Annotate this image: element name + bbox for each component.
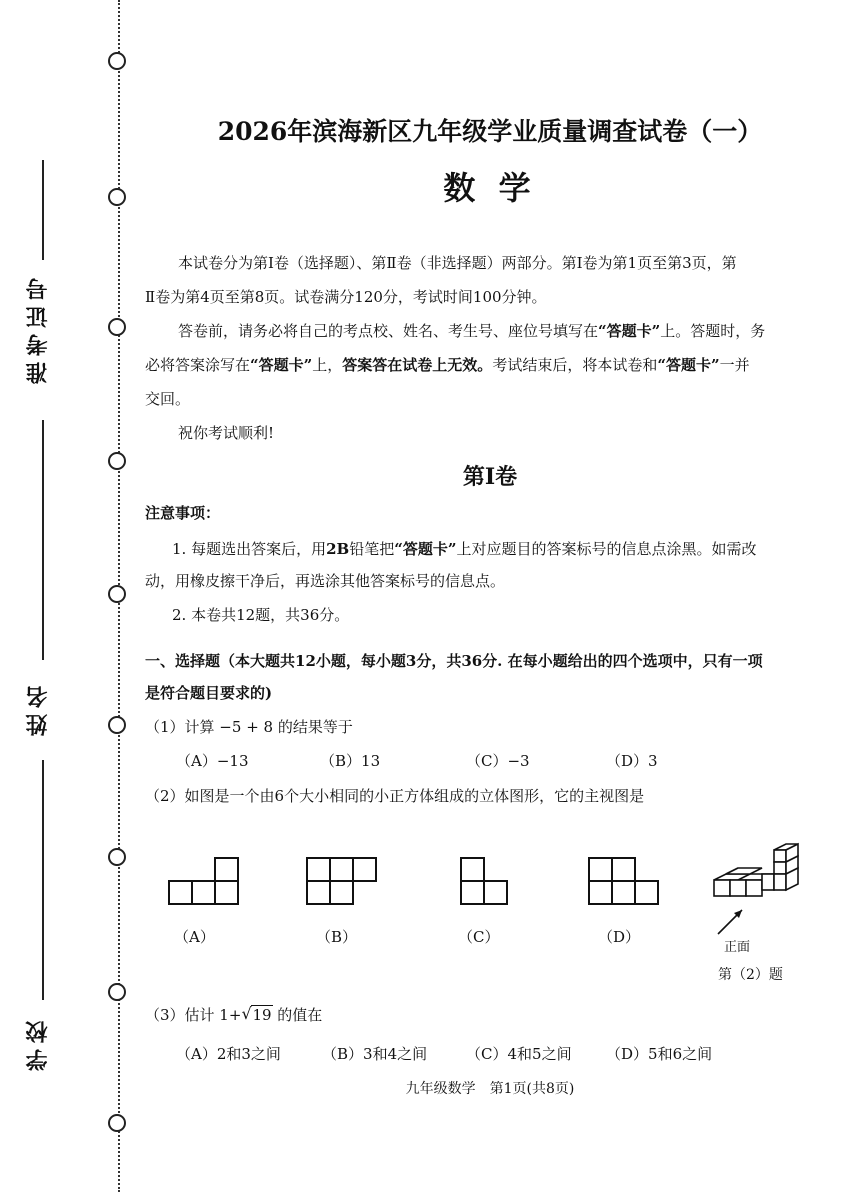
subject-title: 数 学 <box>443 169 537 207</box>
part1-heading-continued: 是符合题目要求的) <box>145 684 273 702</box>
name-label: 姓名 <box>25 680 51 736</box>
school-label: 学校 <box>25 1015 51 1071</box>
radicand: 19 <box>252 1006 272 1024</box>
question-3-stem: （3）估计 1+ √ 19 的值在 <box>145 1004 323 1024</box>
question-3-option-b[interactable]: （B）3和4之间 <box>322 1045 428 1063</box>
page-footer: 九年级数学 第1页(共8页) <box>405 1081 575 1097</box>
question-3-option-a[interactable]: （A）2和3之间 <box>176 1045 281 1063</box>
question-1-stem: （1）计算 −5 + 8 的结果等于 <box>145 718 353 736</box>
notes-title: 注意事项： <box>145 504 221 522</box>
question-1-option-c[interactable]: （C）−3 <box>466 752 530 770</box>
intro-line-1: 本试卷分为第Ⅰ卷（选择题）、第Ⅱ卷（非选择题）两部分。第Ⅰ卷为第1页至第3页，第 <box>178 254 737 272</box>
good-luck-text: 祝你考试顺利! <box>178 424 275 442</box>
binding-ring <box>108 585 126 603</box>
binding-ring <box>108 188 126 206</box>
binding-ring <box>108 1114 126 1132</box>
intro-line-2: Ⅱ卷为第4页至第8页。试卷满分120分，考试时间100分钟。 <box>145 288 547 306</box>
part1-heading: 一、选择题（本大题共12小题，每小题3分，共36分. 在每小题给出的四个选项中，只有一项 <box>145 652 763 670</box>
question-2-option-c[interactable]: （C） <box>458 928 500 946</box>
question-2-figure-b <box>306 856 378 906</box>
intro-line-4: 必将答案涂写在“答题卡”上，答案答在试卷上无效。考试结束后，将本试卷和“答题卡”一并 <box>145 356 750 374</box>
question-2-option-a[interactable]: （A） <box>174 928 215 946</box>
intro-line-5: 交回。 <box>145 390 191 408</box>
question-2-stem: （2）如图是一个由6个大小相同的小正方体组成的立体图形，它的主视图是 <box>145 787 645 805</box>
question-2-figure-d <box>588 856 660 906</box>
question-3-option-c[interactable]: （C）4和5之间 <box>466 1045 572 1063</box>
question-2-option-d[interactable]: （D） <box>598 928 641 946</box>
exam-id-line[interactable] <box>42 160 44 260</box>
exam-title: 2026年滨海新区九年级学业质量调查试卷（一） <box>217 117 763 146</box>
question-1-option-a[interactable]: （A）−13 <box>176 752 249 770</box>
question-1-option-b[interactable]: （B）13 <box>320 752 381 770</box>
binding-ring <box>108 318 126 336</box>
binding-ring <box>108 452 126 470</box>
question-2-caption: 第（2）题 <box>718 967 783 983</box>
front-view-label: 正面 <box>724 940 751 955</box>
intro-line-3: 答卷前，请务必将自己的考点校、姓名、考生号、座位号填写在“答题卡”上。答题时，务 <box>178 322 766 340</box>
note-1-continued: 动，用橡皮擦干净后，再选涂其他答案标号的信息点。 <box>145 572 506 590</box>
binding-ring <box>108 716 126 734</box>
exam-id-line-lower[interactable] <box>42 420 44 660</box>
question-3-option-d[interactable]: （D）5和6之间 <box>606 1045 713 1063</box>
binding-ring <box>108 983 126 1001</box>
name-line[interactable] <box>42 760 44 1000</box>
question-2-figure-a <box>168 856 240 906</box>
section-title: 第Ⅰ卷 <box>462 464 518 490</box>
question-2-solid-figure <box>708 842 804 942</box>
note-2: 2. 本卷共12题，共36分。 <box>172 606 350 624</box>
question-2-figure-c <box>460 856 510 906</box>
binding-ring <box>108 848 126 866</box>
note-1: 1. 每题选出答案后，用2B铅笔把“答题卡”上对应题目的答案标号的信息点涂黑。如需改 <box>172 540 757 558</box>
binding-ring <box>108 52 126 70</box>
exam-id-label: 准考证号 <box>25 272 51 384</box>
question-1-option-d[interactable]: （D）3 <box>606 752 658 770</box>
question-2-option-b[interactable]: （B） <box>316 928 358 946</box>
